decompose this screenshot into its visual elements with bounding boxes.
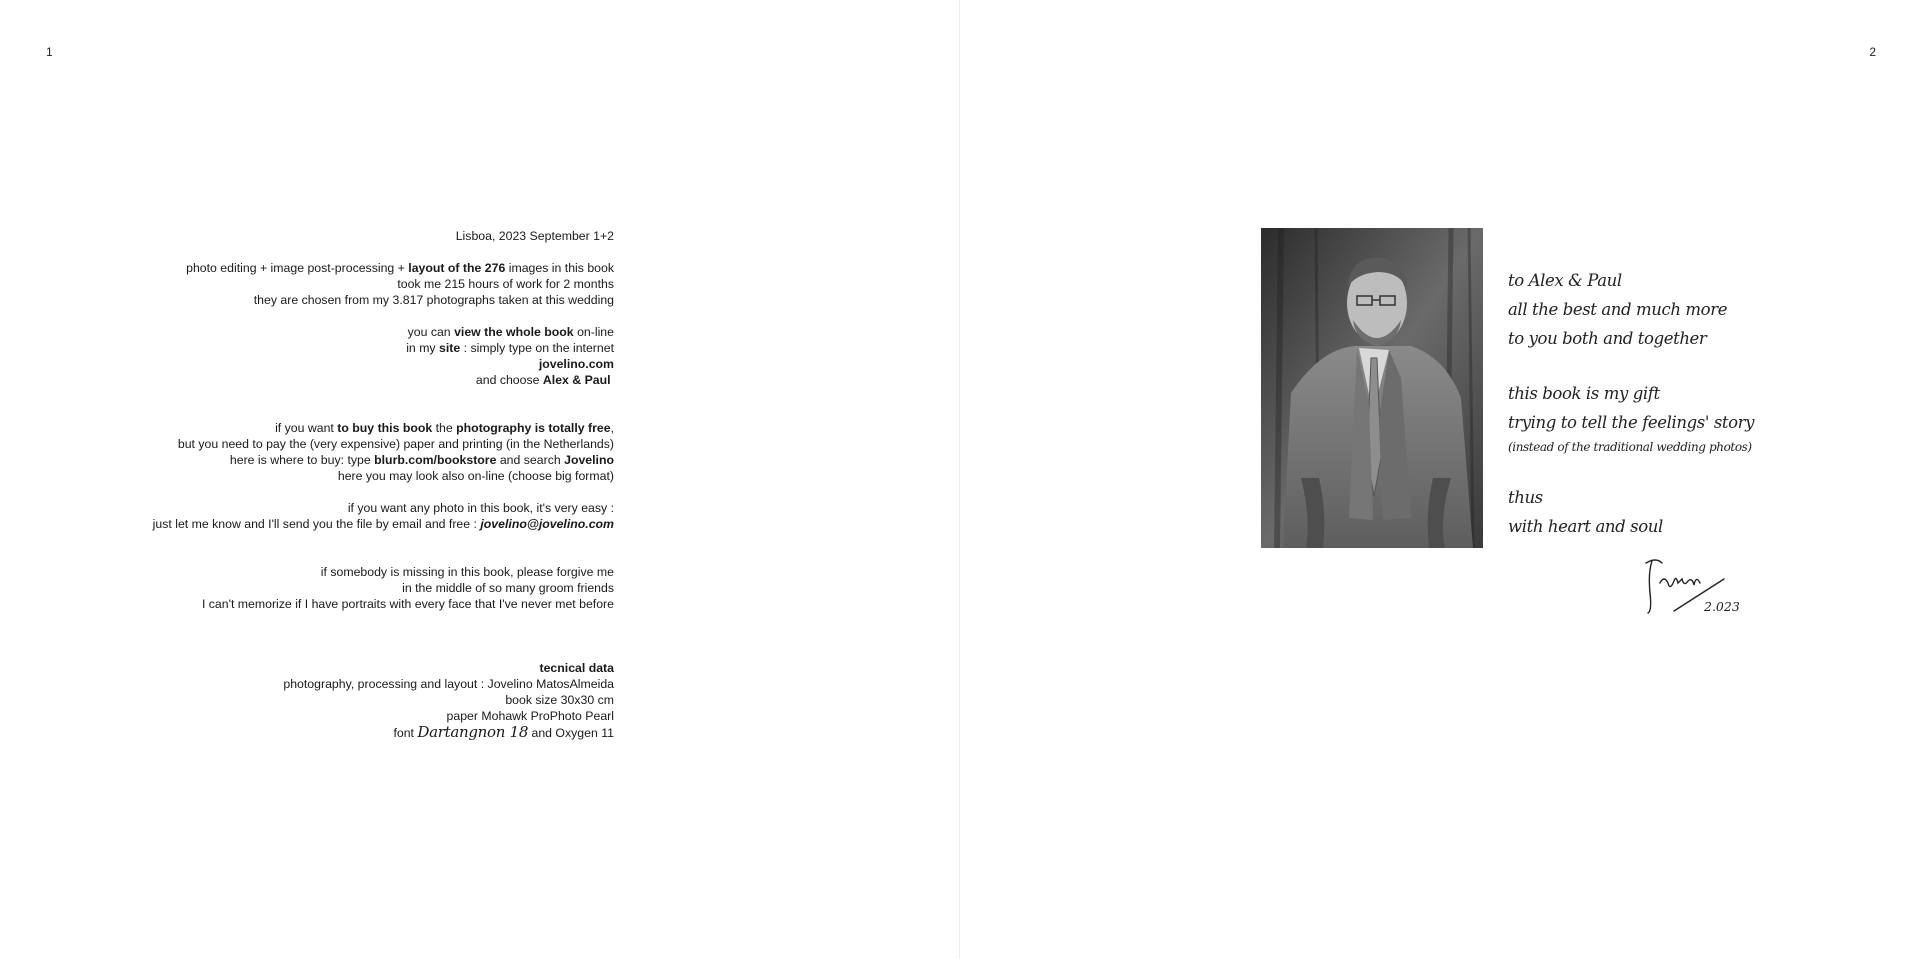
note-line: trying to tell the feelings' story <box>1508 413 1755 432</box>
signature-year: 2.023 <box>1704 599 1740 614</box>
portrait-photo <box>1261 228 1483 548</box>
tech-font: font Dartangnon 18 and Oxygen 11 <box>393 723 614 741</box>
left-page <box>0 0 959 959</box>
note-line: (instead of the traditional wedding photos) <box>1508 440 1752 454</box>
date-line: Lisboa, 2023 September 1+2 <box>455 229 614 243</box>
look-online-line: here you may look also on-line (choose big format) <box>337 469 614 483</box>
missing-line: if somebody is missing in this book, please forgive me <box>320 565 614 579</box>
where-to-buy-line: here is where to buy: type blurb.com/bookstore and search Jovelino <box>229 453 614 467</box>
note-line: this book is my gift <box>1508 384 1660 403</box>
editing-line: photo editing + image post-processing + layout of the 276 images in this book <box>186 261 614 275</box>
email-address: jovelino@jovelino.com <box>480 517 614 531</box>
view-book-line: you can view the whole book on-line <box>407 325 614 339</box>
script-font-name: Dartangnon 18 <box>417 723 529 741</box>
handwritten-note <box>1508 266 1754 541</box>
note-line-dedication: to Alex & Paul <box>1508 271 1622 290</box>
site-line: in my site : simply type on the internet <box>406 341 614 355</box>
tech-heading: tecnical data <box>539 661 614 675</box>
choose-line: and choose Alex & Paul <box>475 373 611 387</box>
tech-credits: photography, processing and layout : Jovelino MatosAlmeida <box>283 677 614 691</box>
tech-paper: paper Mohawk ProPhoto Pearl <box>446 709 614 723</box>
email-line: just let me know and I'll send you the file by email and free : jovelino@jovelino.com <box>152 517 614 531</box>
note-line: to you both and together <box>1508 329 1707 348</box>
buy-line: if you want to buy this book the photography is totally free, <box>275 421 614 435</box>
note-line: with heart and soul <box>1508 517 1663 536</box>
hours-line: took me 215 hours of work for 2 months <box>397 277 614 291</box>
groom-friends-line: in the middle of so many groom friends <box>402 581 614 595</box>
any-photo-line: if you want any photo in this book, it's very easy : <box>347 501 614 515</box>
tech-book-size: book size 30x30 cm <box>505 693 614 707</box>
site-url: jovelino.com <box>538 357 614 371</box>
note-line: thus <box>1508 488 1543 507</box>
pay-line: but you need to pay the (very expensive) paper and printing (in the Netherlands) <box>177 437 614 451</box>
chosen-line: they are chosen from my 3.817 photographs taken at this wedding <box>253 293 614 307</box>
note-line: all the best and much more <box>1508 300 1728 319</box>
right-page <box>960 0 1920 959</box>
text-column <box>14 228 614 741</box>
page-number-left: 1 <box>46 45 53 59</box>
page-number-right: 2 <box>1869 45 1876 59</box>
memorize-line: I can't memorize if I have portraits with every face that I've never met before <box>201 597 614 611</box>
